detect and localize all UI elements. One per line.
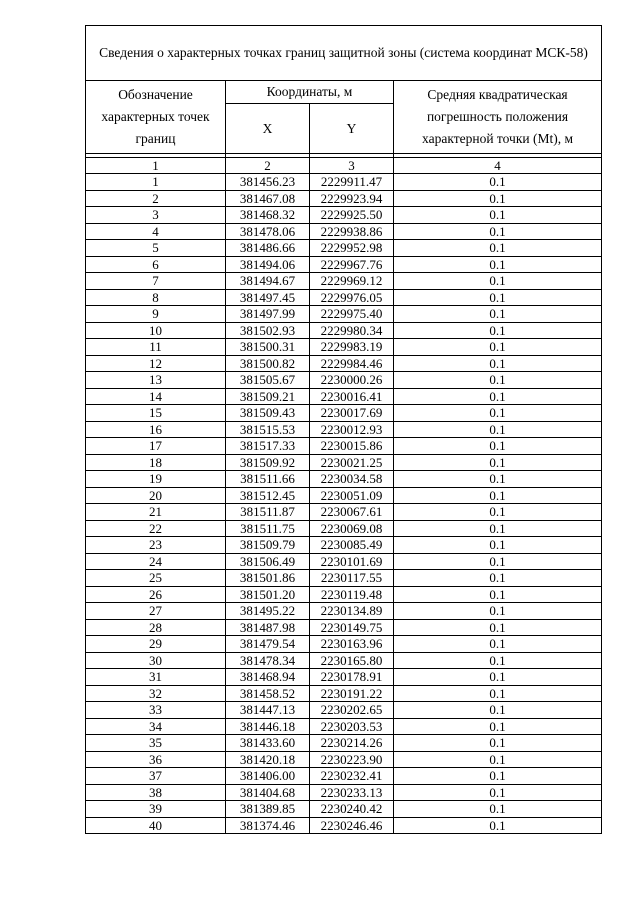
error-cell: 0.1 bbox=[394, 636, 602, 653]
x-coordinate-cell: 381509.43 bbox=[226, 405, 310, 422]
table-row bbox=[86, 751, 602, 768]
x-coordinate-cell: 381494.06 bbox=[226, 256, 310, 273]
table-row bbox=[86, 603, 602, 620]
column-number: 1 bbox=[86, 158, 226, 174]
y-coordinate-cell: 2229923.94 bbox=[310, 190, 394, 207]
point-number-cell: 28 bbox=[86, 619, 226, 636]
table-row bbox=[86, 273, 602, 290]
point-number-cell: 33 bbox=[86, 702, 226, 719]
y-coordinate-cell: 2230165.80 bbox=[310, 652, 394, 669]
column-number: 3 bbox=[310, 158, 394, 174]
error-cell: 0.1 bbox=[394, 784, 602, 801]
table-row bbox=[86, 553, 602, 570]
error-cell: 0.1 bbox=[394, 372, 602, 389]
error-cell: 0.1 bbox=[394, 174, 602, 191]
y-coordinate-cell: 2230016.41 bbox=[310, 388, 394, 405]
table-row bbox=[86, 685, 602, 702]
y-coordinate-cell: 2230232.41 bbox=[310, 768, 394, 785]
y-coordinate-cell: 2229975.40 bbox=[310, 306, 394, 323]
y-coordinate-cell: 2230134.89 bbox=[310, 603, 394, 620]
y-coordinate-cell: 2230051.09 bbox=[310, 487, 394, 504]
column-number-row bbox=[86, 158, 602, 174]
table-row bbox=[86, 174, 602, 191]
error-cell: 0.1 bbox=[394, 685, 602, 702]
error-cell: 0.1 bbox=[394, 487, 602, 504]
error-cell: 0.1 bbox=[394, 652, 602, 669]
table-row bbox=[86, 388, 602, 405]
y-coordinate-cell: 2230067.61 bbox=[310, 504, 394, 521]
table-row bbox=[86, 421, 602, 438]
error-cell: 0.1 bbox=[394, 768, 602, 785]
table-row bbox=[86, 289, 602, 306]
table-row bbox=[86, 504, 602, 521]
y-coordinate-cell: 2230163.96 bbox=[310, 636, 394, 653]
x-coordinate-cell: 381487.98 bbox=[226, 619, 310, 636]
x-coordinate-cell: 381495.22 bbox=[226, 603, 310, 620]
x-coordinate-cell: 381501.20 bbox=[226, 586, 310, 603]
error-cell: 0.1 bbox=[394, 735, 602, 752]
error-cell: 0.1 bbox=[394, 438, 602, 455]
point-number-cell: 38 bbox=[86, 784, 226, 801]
x-coordinate-cell: 381406.00 bbox=[226, 768, 310, 785]
point-number-cell: 29 bbox=[86, 636, 226, 653]
boundary-points-table bbox=[85, 25, 602, 834]
table-row bbox=[86, 768, 602, 785]
table-row bbox=[86, 520, 602, 537]
y-coordinate-cell: 2229938.86 bbox=[310, 223, 394, 240]
table-row bbox=[86, 619, 602, 636]
y-coordinate-cell: 2230178.91 bbox=[310, 669, 394, 686]
point-number-cell: 34 bbox=[86, 718, 226, 735]
x-coordinate-cell: 381420.18 bbox=[226, 751, 310, 768]
point-number-cell: 37 bbox=[86, 768, 226, 785]
table-row bbox=[86, 438, 602, 455]
error-cell: 0.1 bbox=[394, 454, 602, 471]
x-coordinate-cell: 381433.60 bbox=[226, 735, 310, 752]
y-coordinate-cell: 2229911.47 bbox=[310, 174, 394, 191]
y-coordinate-cell: 2230203.53 bbox=[310, 718, 394, 735]
y-coordinate-cell: 2230069.08 bbox=[310, 520, 394, 537]
table-row bbox=[86, 223, 602, 240]
error-cell: 0.1 bbox=[394, 586, 602, 603]
table-row bbox=[86, 322, 602, 339]
y-coordinate-cell: 2230085.49 bbox=[310, 537, 394, 554]
point-number-cell: 3 bbox=[86, 207, 226, 224]
point-number-cell: 17 bbox=[86, 438, 226, 455]
x-coordinate-cell: 381478.34 bbox=[226, 652, 310, 669]
x-coordinate-cell: 381486.66 bbox=[226, 240, 310, 257]
x-coordinate-cell: 381468.32 bbox=[226, 207, 310, 224]
table-row bbox=[86, 669, 602, 686]
x-coordinate-cell: 381446.18 bbox=[226, 718, 310, 735]
point-number-cell: 39 bbox=[86, 801, 226, 818]
table-row bbox=[86, 652, 602, 669]
y-coordinate-cell: 2229980.34 bbox=[310, 322, 394, 339]
x-coordinate-cell: 381404.68 bbox=[226, 784, 310, 801]
y-coordinate-cell: 2230246.46 bbox=[310, 817, 394, 834]
y-coordinate-cell: 2230101.69 bbox=[310, 553, 394, 570]
x-coordinate-cell: 381517.33 bbox=[226, 438, 310, 455]
table-row bbox=[86, 207, 602, 224]
point-number-cell: 23 bbox=[86, 537, 226, 554]
error-cell: 0.1 bbox=[394, 520, 602, 537]
error-cell: 0.1 bbox=[394, 190, 602, 207]
error-cell: 0.1 bbox=[394, 355, 602, 372]
point-number-cell: 12 bbox=[86, 355, 226, 372]
y-coordinate-cell: 2230012.93 bbox=[310, 421, 394, 438]
x-coordinate-cell: 381374.46 bbox=[226, 817, 310, 834]
x-coordinate-cell: 381447.13 bbox=[226, 702, 310, 719]
error-cell: 0.1 bbox=[394, 751, 602, 768]
table-row bbox=[86, 471, 602, 488]
error-cell: 0.1 bbox=[394, 289, 602, 306]
x-coordinate-cell: 381497.99 bbox=[226, 306, 310, 323]
error-cell: 0.1 bbox=[394, 619, 602, 636]
header-error: Средняя квадратическая погрешность положения характерной точки (Mt), м bbox=[394, 81, 602, 154]
x-coordinate-cell: 381500.82 bbox=[226, 355, 310, 372]
error-cell: 0.1 bbox=[394, 702, 602, 719]
y-coordinate-cell: 2229983.19 bbox=[310, 339, 394, 356]
error-cell: 0.1 bbox=[394, 504, 602, 521]
point-number-cell: 15 bbox=[86, 405, 226, 422]
error-cell: 0.1 bbox=[394, 273, 602, 290]
y-coordinate-cell: 2229969.12 bbox=[310, 273, 394, 290]
x-coordinate-cell: 381500.31 bbox=[226, 339, 310, 356]
x-coordinate-cell: 381494.67 bbox=[226, 273, 310, 290]
point-number-cell: 18 bbox=[86, 454, 226, 471]
y-coordinate-cell: 2230233.13 bbox=[310, 784, 394, 801]
header-coordinates: Координаты, м bbox=[226, 81, 394, 104]
y-coordinate-cell: 2229967.76 bbox=[310, 256, 394, 273]
y-coordinate-cell: 2230223.90 bbox=[310, 751, 394, 768]
point-number-cell: 14 bbox=[86, 388, 226, 405]
x-coordinate-cell: 381509.92 bbox=[226, 454, 310, 471]
coordinates-document bbox=[85, 25, 601, 834]
error-cell: 0.1 bbox=[394, 207, 602, 224]
point-number-cell: 20 bbox=[86, 487, 226, 504]
table-row bbox=[86, 240, 602, 257]
error-cell: 0.1 bbox=[394, 801, 602, 818]
column-number: 2 bbox=[226, 158, 310, 174]
point-number-cell: 21 bbox=[86, 504, 226, 521]
error-cell: 0.1 bbox=[394, 322, 602, 339]
x-coordinate-cell: 381458.52 bbox=[226, 685, 310, 702]
point-number-cell: 32 bbox=[86, 685, 226, 702]
x-coordinate-cell: 381511.87 bbox=[226, 504, 310, 521]
error-cell: 0.1 bbox=[394, 388, 602, 405]
x-coordinate-cell: 381501.86 bbox=[226, 570, 310, 587]
table-body bbox=[86, 174, 602, 834]
point-number-cell: 31 bbox=[86, 669, 226, 686]
x-coordinate-cell: 381511.75 bbox=[226, 520, 310, 537]
point-number-cell: 26 bbox=[86, 586, 226, 603]
x-coordinate-cell: 381506.49 bbox=[226, 553, 310, 570]
point-number-cell: 9 bbox=[86, 306, 226, 323]
table-row bbox=[86, 372, 602, 389]
table-row bbox=[86, 306, 602, 323]
point-number-cell: 2 bbox=[86, 190, 226, 207]
x-coordinate-cell: 381479.54 bbox=[226, 636, 310, 653]
y-coordinate-cell: 2230000.26 bbox=[310, 372, 394, 389]
error-cell: 0.1 bbox=[394, 256, 602, 273]
y-coordinate-cell: 2230017.69 bbox=[310, 405, 394, 422]
y-coordinate-cell: 2230240.42 bbox=[310, 801, 394, 818]
table-row bbox=[86, 801, 602, 818]
x-coordinate-cell: 381468.94 bbox=[226, 669, 310, 686]
point-number-cell: 7 bbox=[86, 273, 226, 290]
x-coordinate-cell: 381389.85 bbox=[226, 801, 310, 818]
x-coordinate-cell: 381509.79 bbox=[226, 537, 310, 554]
y-coordinate-cell: 2229925.50 bbox=[310, 207, 394, 224]
y-coordinate-cell: 2230202.65 bbox=[310, 702, 394, 719]
point-number-cell: 8 bbox=[86, 289, 226, 306]
point-number-cell: 4 bbox=[86, 223, 226, 240]
point-number-cell: 35 bbox=[86, 735, 226, 752]
error-cell: 0.1 bbox=[394, 603, 602, 620]
y-coordinate-cell: 2230214.26 bbox=[310, 735, 394, 752]
point-number-cell: 27 bbox=[86, 603, 226, 620]
point-number-cell: 22 bbox=[86, 520, 226, 537]
y-coordinate-cell: 2230119.48 bbox=[310, 586, 394, 603]
x-coordinate-cell: 381512.45 bbox=[226, 487, 310, 504]
table-row bbox=[86, 702, 602, 719]
x-coordinate-cell: 381511.66 bbox=[226, 471, 310, 488]
error-cell: 0.1 bbox=[394, 537, 602, 554]
y-coordinate-cell: 2230021.25 bbox=[310, 454, 394, 471]
point-number-cell: 11 bbox=[86, 339, 226, 356]
x-coordinate-cell: 381467.08 bbox=[226, 190, 310, 207]
x-coordinate-cell: 381505.67 bbox=[226, 372, 310, 389]
table-row bbox=[86, 636, 602, 653]
x-coordinate-cell: 381509.21 bbox=[226, 388, 310, 405]
y-coordinate-cell: 2230149.75 bbox=[310, 619, 394, 636]
point-number-cell: 25 bbox=[86, 570, 226, 587]
point-number-cell: 24 bbox=[86, 553, 226, 570]
error-cell: 0.1 bbox=[394, 817, 602, 834]
point-number-cell: 5 bbox=[86, 240, 226, 257]
error-cell: 0.1 bbox=[394, 718, 602, 735]
x-coordinate-cell: 381515.53 bbox=[226, 421, 310, 438]
x-coordinate-cell: 381502.93 bbox=[226, 322, 310, 339]
y-coordinate-cell: 2230117.55 bbox=[310, 570, 394, 587]
point-number-cell: 10 bbox=[86, 322, 226, 339]
point-number-cell: 13 bbox=[86, 372, 226, 389]
table-row bbox=[86, 256, 602, 273]
error-cell: 0.1 bbox=[394, 240, 602, 257]
header-x: X bbox=[226, 104, 310, 154]
table-row bbox=[86, 454, 602, 471]
point-number-cell: 6 bbox=[86, 256, 226, 273]
table-row bbox=[86, 586, 602, 603]
error-cell: 0.1 bbox=[394, 553, 602, 570]
error-cell: 0.1 bbox=[394, 570, 602, 587]
error-cell: 0.1 bbox=[394, 669, 602, 686]
y-coordinate-cell: 2229976.05 bbox=[310, 289, 394, 306]
point-number-cell: 16 bbox=[86, 421, 226, 438]
header-designation: Обозначение характерных точек границ bbox=[86, 81, 226, 154]
y-coordinate-cell: 2230034.58 bbox=[310, 471, 394, 488]
point-number-cell: 40 bbox=[86, 817, 226, 834]
table-row bbox=[86, 784, 602, 801]
point-number-cell: 19 bbox=[86, 471, 226, 488]
table-row bbox=[86, 570, 602, 587]
table-row bbox=[86, 339, 602, 356]
error-cell: 0.1 bbox=[394, 223, 602, 240]
error-cell: 0.1 bbox=[394, 405, 602, 422]
point-number-cell: 36 bbox=[86, 751, 226, 768]
table-row bbox=[86, 190, 602, 207]
y-coordinate-cell: 2230191.22 bbox=[310, 685, 394, 702]
table-title: Сведения о характерных точках границ защитной зоны (система координат МСК-58) bbox=[86, 26, 602, 81]
table-row bbox=[86, 735, 602, 752]
table-row bbox=[86, 718, 602, 735]
y-coordinate-cell: 2229984.46 bbox=[310, 355, 394, 372]
x-coordinate-cell: 381497.45 bbox=[226, 289, 310, 306]
error-cell: 0.1 bbox=[394, 471, 602, 488]
header-y: Y bbox=[310, 104, 394, 154]
y-coordinate-cell: 2229952.98 bbox=[310, 240, 394, 257]
x-coordinate-cell: 381478.06 bbox=[226, 223, 310, 240]
x-coordinate-cell: 381456.23 bbox=[226, 174, 310, 191]
table-row bbox=[86, 817, 602, 834]
y-coordinate-cell: 2230015.86 bbox=[310, 438, 394, 455]
point-number-cell: 30 bbox=[86, 652, 226, 669]
table-row bbox=[86, 537, 602, 554]
error-cell: 0.1 bbox=[394, 306, 602, 323]
table-row bbox=[86, 487, 602, 504]
error-cell: 0.1 bbox=[394, 421, 602, 438]
table-row bbox=[86, 405, 602, 422]
error-cell: 0.1 bbox=[394, 339, 602, 356]
table-row bbox=[86, 355, 602, 372]
point-number-cell: 1 bbox=[86, 174, 226, 191]
column-number: 4 bbox=[394, 158, 602, 174]
